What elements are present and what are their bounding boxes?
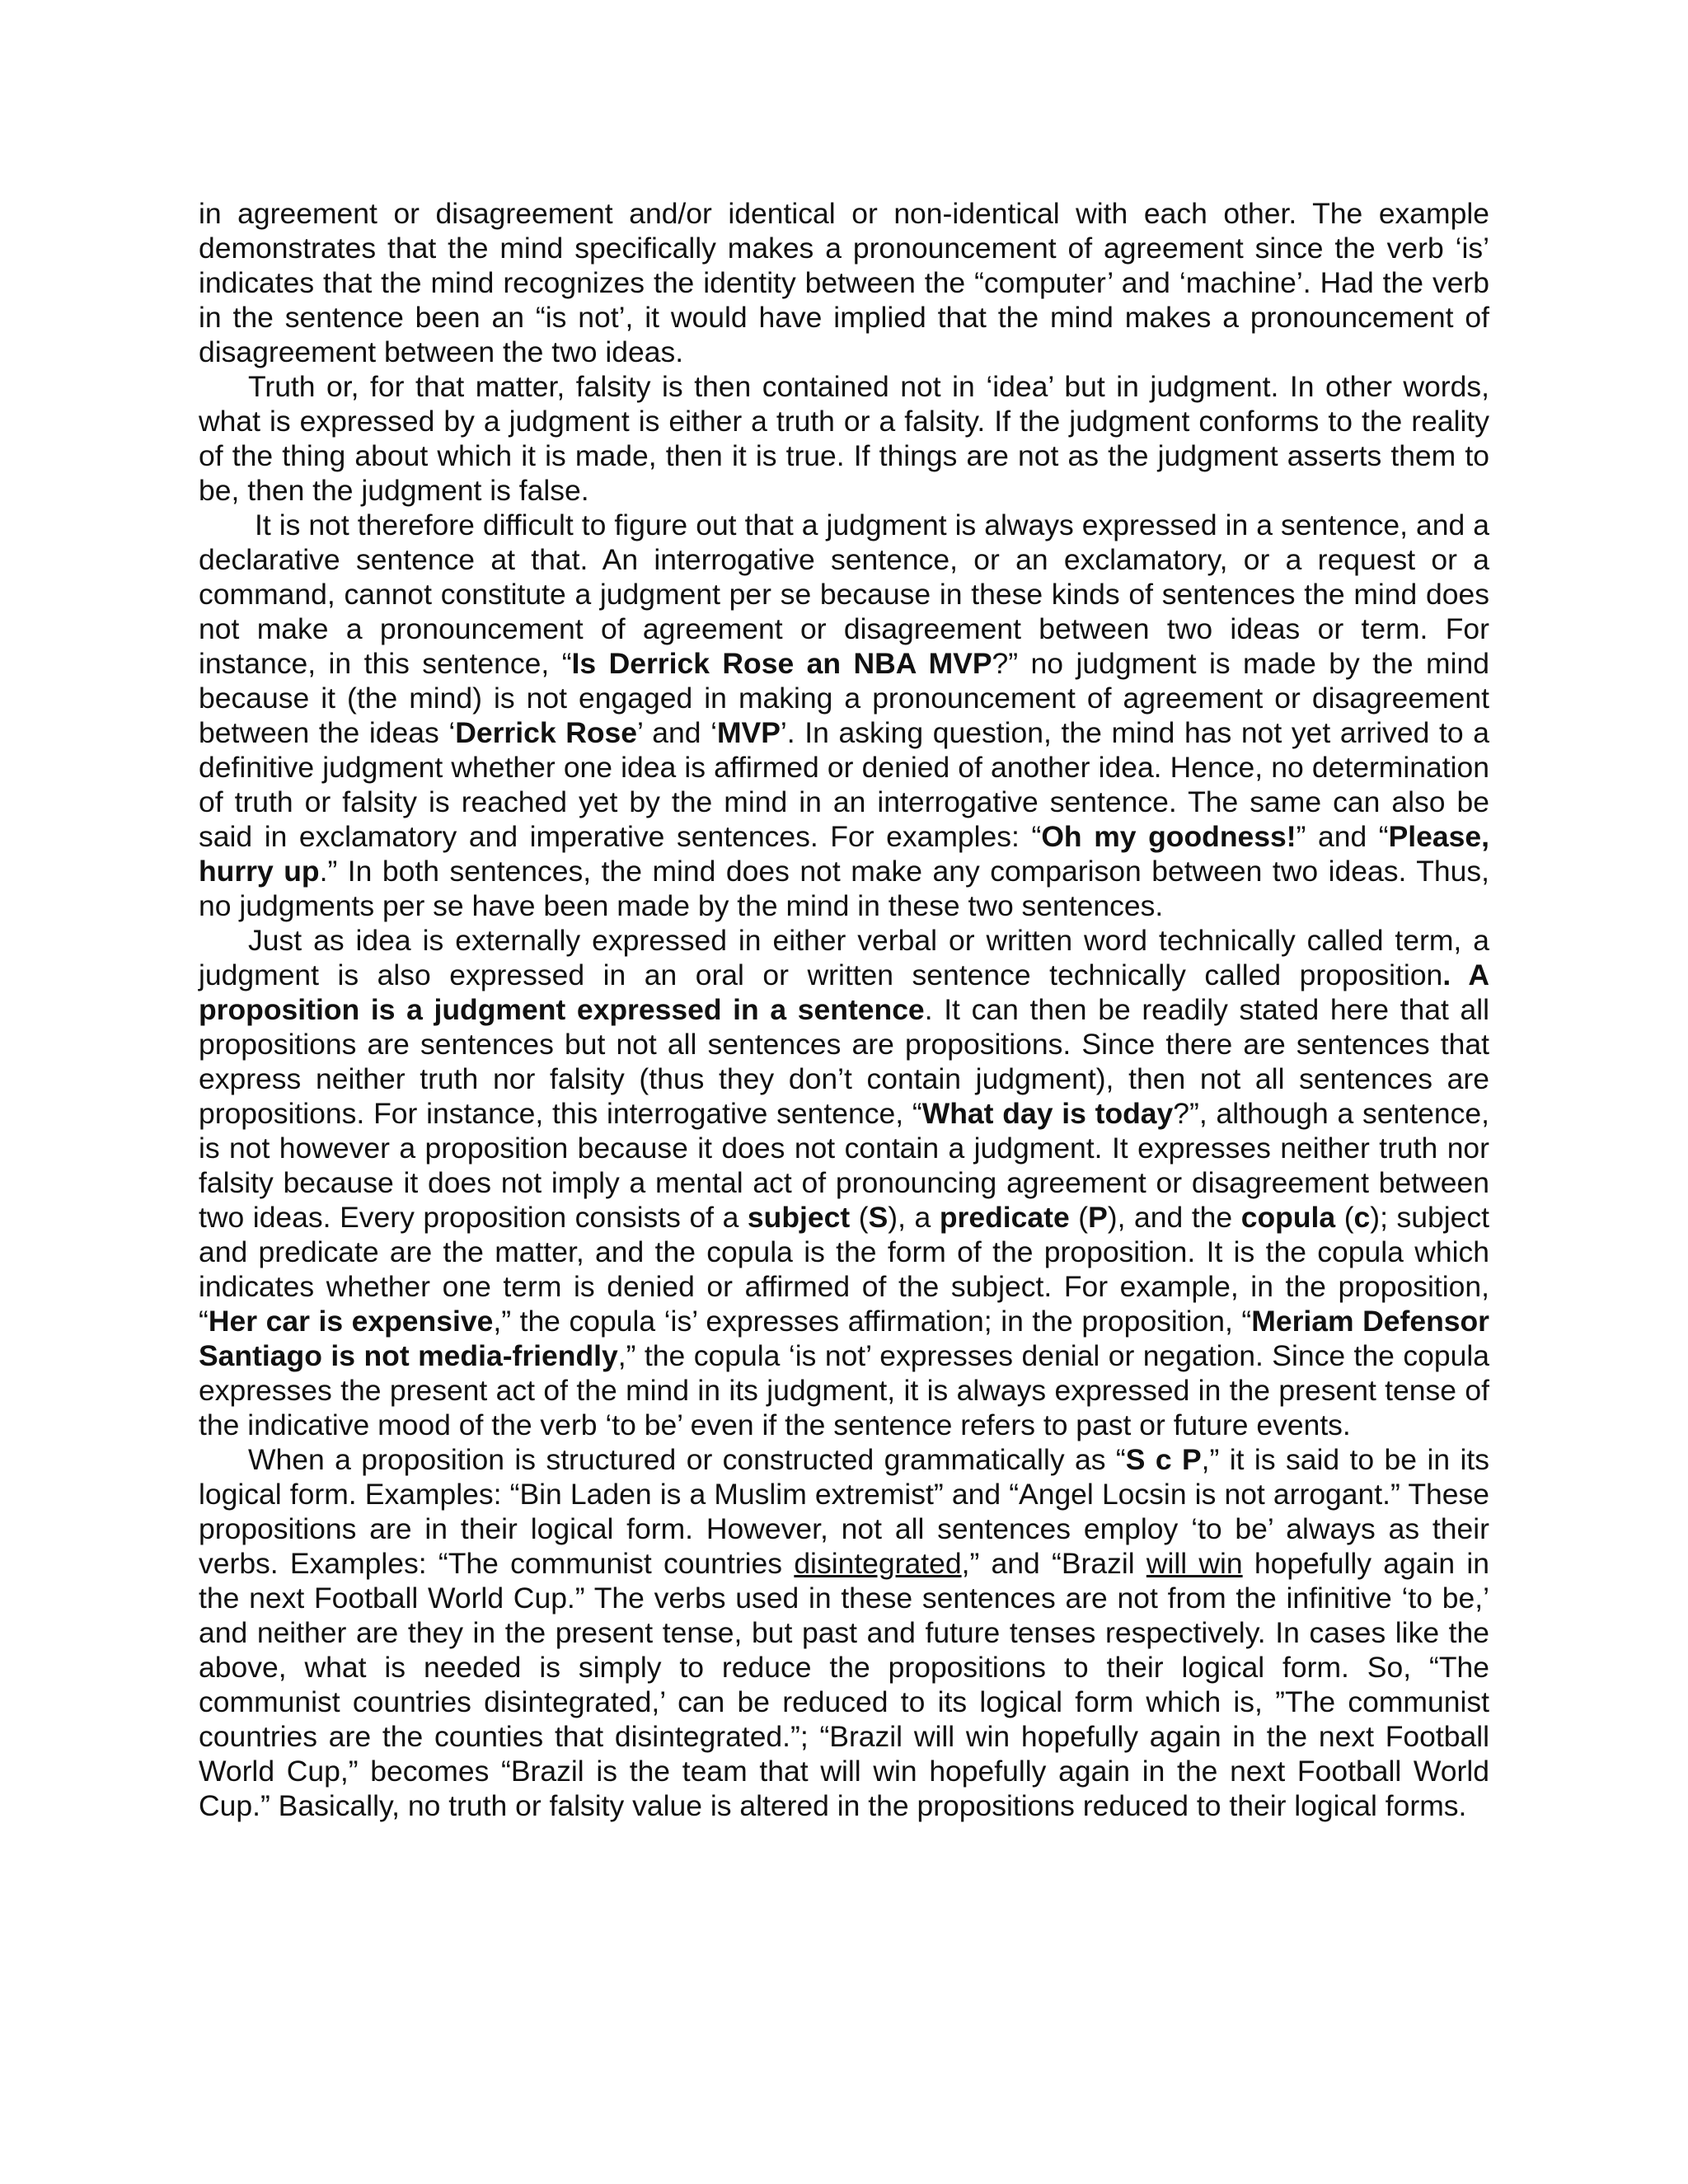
bold-phrase: subject bbox=[747, 1201, 851, 1234]
paragraph-5-text: ,” and “Brazil bbox=[961, 1547, 1146, 1580]
bold-phrase: Please, hurry up bbox=[199, 820, 1489, 888]
bold-phrase: P bbox=[1088, 1201, 1108, 1234]
paragraph-4-text: ?”, although a sentence, is not however a proposition because it does not contain a judgment. It expresses neither truth nor falsity because it does not imply a mental act of pronouncing agreement or disagreement between two ideas. Every proposition consists of a bbox=[199, 1097, 1489, 1234]
bold-phrase: S c P bbox=[1125, 1443, 1202, 1476]
paragraph-3-text: ’ and ‘ bbox=[637, 716, 717, 749]
bold-phrase: Her car is expensive bbox=[208, 1305, 494, 1338]
bold-phrase: Is Derrick Rose an NBA MVP bbox=[571, 647, 992, 680]
paragraph-4-text: Just as idea is externally expressed in either verbal or written word technically called term, a judgment is also expressed in an oral or written sentence technically called proposition bbox=[199, 924, 1489, 991]
paragraph-4-text: . It can then be readily stated here that all propositions are sentences but not all sentences are propositions. Since there are sentences that express neither truth nor falsity (thus they don’t contain judgment), then not all sentences are propositions. For instance, this interrogative sentence, “ bbox=[199, 993, 1489, 1130]
bold-phrase: Derrick Rose bbox=[455, 716, 638, 749]
bold-phrase: predicate bbox=[939, 1201, 1070, 1234]
paragraph-5-text: hopefully again in the next Football World Cup.” The verbs used in these sentences are not from the infinitive ‘to be,’ and neither are they in the present tense, but past and future tenses respectively. In cases like the above, what is needed is simply to reduce the propositions to their logical form. So, “The communist countries disintegrated,’ can be reduced to its logical form which is, ”The communist countries are the counties that disintegrated.”; “Brazil will win hopefully again in the next Football World Cup,” becomes “Brazil is the team that will win hopefully again in the next Football World Cup.” Basically, no truth or falsity value is altered in the propositions reduced to their logical forms. bbox=[199, 1547, 1489, 1822]
paragraph-4 bbox=[199, 923, 1489, 1442]
paragraph-2 bbox=[199, 369, 1489, 508]
document-body bbox=[199, 196, 1489, 1823]
paragraph-5 bbox=[199, 1442, 1489, 1823]
paragraph-4-text: ), and the bbox=[1107, 1201, 1241, 1234]
bold-phrase: . A proposition is a judgment expressed in a sentence bbox=[199, 958, 1489, 1026]
underlined-word: will win bbox=[1146, 1547, 1243, 1580]
paragraph-3-text: ?” no judgment is made by the mind because it (the mind) is not engaged in making a pronouncement of agreement or disagreement between the ideas ‘ bbox=[199, 647, 1489, 749]
paragraph-4-text: ,” the copula ‘is not’ expresses denial or negation. Since the copula expresses the present act of the mind in its judgment, it is always expressed in the present tense of the indicative mood of the verb ‘to be’ even if the sentence refers to past or future events. bbox=[199, 1339, 1489, 1441]
paragraph-1 bbox=[199, 196, 1489, 369]
paragraph-3-text: ” and “ bbox=[1296, 820, 1389, 853]
paragraph-3-text: It is not therefore difficult to figure out that a judgment is always expressed in a sentence, and a declarative sentence at that. An interrogative sentence, or an exclamatory, or a request or a command, cannot constitute a judgment per se because in these kinds of sentences the mind does not make a pronouncement of agreement or disagreement between two ideas or term. For instance, in this sentence, “ bbox=[199, 509, 1489, 680]
paragraph-4-text: ( bbox=[1069, 1201, 1089, 1234]
paragraph-4-text: ), a bbox=[888, 1201, 940, 1234]
paragraph-4-text: ); subject and predicate are the matter, and the copula is the form of the proposition. It is the copula which indicates whether one term is denied or affirmed of the subject. For example, in the proposition, “ bbox=[199, 1201, 1490, 1338]
paragraph-1-text: in agreement or disagreement and/or identical or non-identical with each other. The example demonstrates that the mind specifically makes a pronouncement of agreement since the verb ‘is’ indicates that the mind recognizes the identity between the “computer’ and ‘machine’. Had the verb in the sentence been an “is not’, it would have implied that the mind makes a pronouncement of disagreement between the two ideas. bbox=[199, 197, 1489, 368]
paragraph-4-text: ,” the copula ‘is’ expresses affirmation; in the proposition, “ bbox=[493, 1305, 1252, 1338]
paragraph-5-text: When a proposition is structured or constructed grammatically as “ bbox=[248, 1443, 1126, 1476]
bold-phrase: S bbox=[868, 1201, 889, 1234]
bold-phrase: MVP bbox=[716, 716, 781, 749]
bold-phrase: Meriam Defensor Santiago is not media-friendly bbox=[199, 1305, 1489, 1372]
paragraph-4-text: ( bbox=[1335, 1201, 1354, 1234]
paragraph-3-text: .” In both sentences, the mind does not make any comparison between two ideas. Thus, no judgments per se have been made by the mind in these two sentences. bbox=[199, 855, 1489, 922]
paragraph-3-text: ’. In asking question, the mind has not yet arrived to a definitive judgment whether one idea is affirmed or denied of another idea. Hence, no determination of truth or falsity is reached yet by the mind in an interrogative sentence. The same can also be said in exclamatory and imperative sentences. For examples: “ bbox=[199, 716, 1489, 853]
bold-phrase: What day is today bbox=[921, 1097, 1174, 1130]
bold-phrase: c bbox=[1353, 1201, 1371, 1234]
bold-phrase: copula bbox=[1240, 1201, 1336, 1234]
paragraph-2-text: Truth or, for that matter, falsity is then contained not in ‘idea’ but in judgment. In other words, what is expressed by a judgment is either a truth or a falsity. If the judgment conforms to the reality of the thing about which it is made, then it is true. If things are not as the judgment asserts them to be, then the judgment is false. bbox=[199, 370, 1489, 507]
paragraph-4-text: ( bbox=[850, 1201, 869, 1234]
underlined-word: disintegrated bbox=[794, 1547, 962, 1580]
bold-phrase: Oh my goodness! bbox=[1041, 820, 1296, 853]
paragraph-3 bbox=[199, 508, 1489, 923]
paragraph-5-text: ,” it is said to be in its logical form. Examples: “Bin Laden is a Muslim extremist” and “Angel Locsin is not arrogant.” These propositions are in their logical form. However, not all sentences employ ‘to be’ always as their verbs. Examples: “The communist countries bbox=[199, 1443, 1489, 1580]
